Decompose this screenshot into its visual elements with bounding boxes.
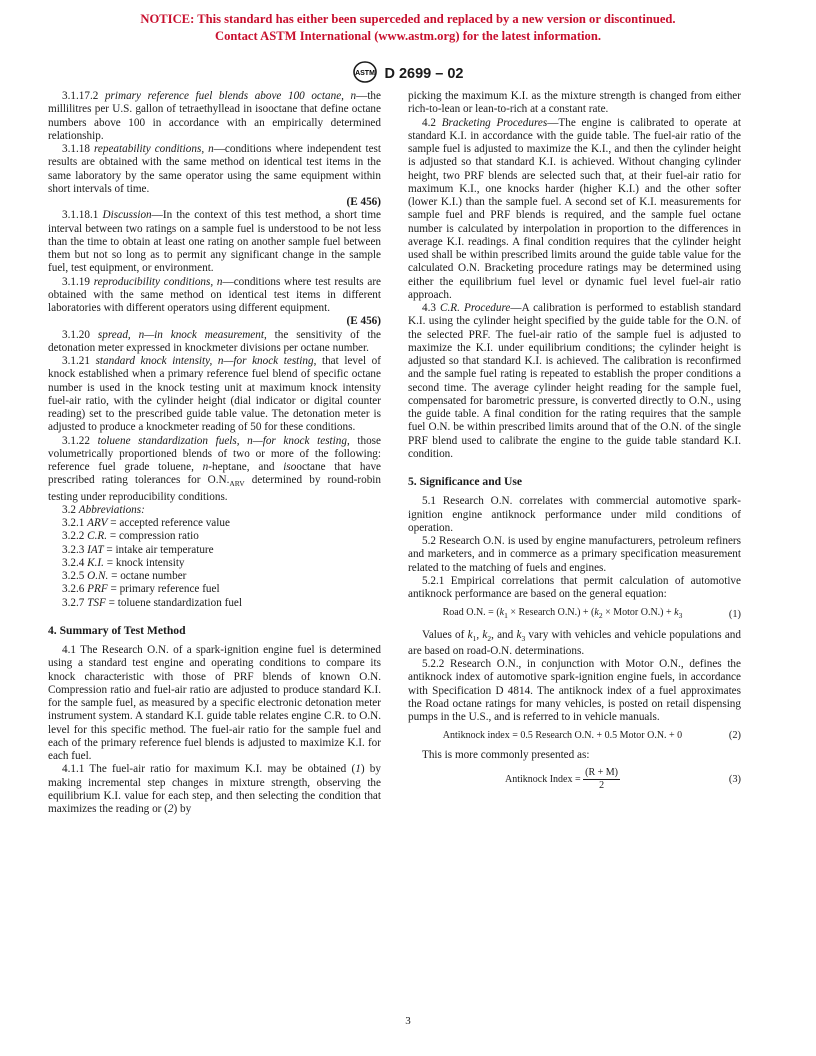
para-3-1-19: 3.1.19 reproducibility conditions, n—conditions where test results are obtained with the same method on identical test items in different laboratories with different operators using different equipment. (48, 275, 382, 314)
abbreviation-list (48, 517, 381, 610)
para-5-1: 5.1 Research O.N. correlates with commercial automotive spark-ignition engine antiknock performance under mild conditions of operation. (408, 495, 741, 534)
para-3-1-17-2: 3.1.17.2 primary reference fuel blends above 100 octane, n—the millilitres per U.S. gallon of tetraethyllead in isooctane that define octane numbers above 100 in accordance with an empirically determined relationship. (48, 90, 381, 142)
designation: D 2699 – 02 (384, 66, 464, 82)
notice-line-2: Contact ASTM International (www.astm.org) for the latest information. (215, 29, 601, 43)
equation-number: (2) (728, 730, 741, 742)
para-5-2-1: 5.2.1 Empirical correlations that permit calculation of automotive antiknock performance are based on the general equation: (408, 574, 741, 600)
para-values: Values of $k_1$, $k_2$, and $k_3$ vary with vehicles and vehicle populations and are based on road-O.N. determinations. (408, 628, 741, 657)
equation-1: Road O.N. = ($k_1$ × Research $O.N.) + (k_2$ × Motor $O.N.) + k_3$ (1) (442, 607, 741, 621)
document-header (0, 60, 816, 84)
equation-2: Antiknock index = 0.5 Research O.N. + 0.5 Motor O.N. + 0 (2) (442, 730, 741, 742)
para-4-2: 4.2 Bracketing Procedures—The engine is calibrated to operate at standard K.I. in accordance with the guide table. The fuel-air ratio of the sample fuel is adjusted to maximize the K.I., and then the cylinder height is adjusted so that standard K.I. is achieved. Without changing cylinder height, two PRF blends are selected such that, at their fuel-air ratio for maximum K.I., one knocks harder (higher K.I.) and the other softer (lower K.I.) than the sample fuel. A second set of K.I. measurements for sample fuel and PRF blends is required, and the sample fuel octane number is calculated by interpolation in proportion to the differences in average K.I. readings. A final condition requires that the cylinder height used shall be within prescribed limits around the guide table value for the calculated O.N. Bracketing procedure ratings may be determined using either the equilibrium fuel level or dynamic fuel level fuel-air ratio approach. (408, 116, 741, 301)
page-number: 3 (405, 1015, 411, 1027)
list-item: 3.2.7 TSF = toluene standardization fuel (62, 596, 242, 609)
list-item: 3.2.2 C.R. = compression ratio (62, 530, 199, 543)
list-item: 3.2.3 IAT = intake air temperature (62, 543, 214, 556)
astm-logo-icon (352, 60, 378, 84)
ref-e456: (E 456) (346, 196, 381, 208)
para-common: This is more commonly presented as: (422, 748, 590, 761)
left-column (48, 90, 381, 816)
list-item: 3.2.6 PRF = primary reference fuel (62, 583, 220, 596)
logo-text: ASTM (355, 70, 376, 77)
para-5-2-2: 5.2.2 Research O.N., in conjunction with Motor O.N., defines the antiknock index of automotive spark-ignition engine fuels, in accordance with Specification D 4814. The antiknock index of a fuel approximates the Road octane ratings for many vehicles, is posted on retail dispensing pumps in the U.S., and is referred to in vehicle manuals. (408, 658, 741, 724)
list-item: 3.2.1 ARV = accepted reference value (62, 517, 230, 530)
para-4-1: 4.1 The Research O.N. of a spark-ignition engine fuel is determined using a standard test engine and operating conditions to compare its knock characteristic with those of PRF blends of known O.N. Compression ratio and fuel-air ratio are adjusted to produce standard K.I. for the sample fuel, as measured by a specific electronic detonation meter instrument system. A standard K.I. guide table relates engine C.R. to O.N. level for this specific method. The fuel-air ratio for the sample fuel and each of the primary reference fuel blends is adjusted to maximize K.I. for each fuel. (48, 644, 381, 763)
para-3-1-20: 3.1.20 spread, n—in knock measurement, the sensitivity of the detonation meter expressed in knockmeter divisions per octane number. (48, 328, 382, 354)
para-3-1-21: 3.1.21 standard knock intensity, n—for knock testing, that level of knock established when a primary reference fuel blend of specific octane number is used in the knock testing unit at maximum knock intensity fuel-air ratio, with the cylinder height (dial indicator or digital counter reading) set to the prescribed guide table value. The detonation meter is adjusted to produce a knockmeter reading of 50 for these conditions. (48, 355, 381, 434)
equation-number: (3) (728, 773, 741, 785)
section-heading-5: 5. Significance and Use (408, 475, 523, 488)
para-4-3: 4.3 C.R. Procedure—A calibration is performed to establish standard K.I. using the cylinder height specified by the guide table for the O.N. of the selected PRF. The fuel-air ratio of the sample fuel is adjusted to maximize the K.I. under equilibrium conditions; the cylinder height is adjusted so that standard K.I. is achieved. The calibration is reconfirmed and the sample fuel rating is repeated to establish the proper conditions a second time. The average cylinder height reading for the sample fuel, compensated for barometric pressure, is converted directly to O.N., using the guide table. A final condition for the rating requires that the sample fuel O.N. be within prescribed limits around that of the O.N. of the single PRF blend used to calibrate the engine to the guide table standard K.I. condition. (408, 302, 742, 460)
right-column (408, 90, 741, 798)
ref-e456-2: (E 456) (346, 315, 381, 328)
notice-banner (0, 11, 816, 45)
list-item: 3.2.5 O.N. = octane number (62, 570, 187, 583)
para-3-2: 3.2 Abbreviations: (62, 503, 145, 516)
equation-number: (1) (728, 608, 741, 620)
para-continued: picking the maximum K.I. as the mixture strength is changed from either rich-to-lean or lean-to-rich at a constant rate. (408, 90, 741, 116)
para-5-2: 5.2 Research O.N. is used by engine manufacturers, petroleum refiners and marketers, and in commerce as a primary specification measurement related to the matching of fuels and engines. (408, 535, 741, 574)
para-3-1-22: 3.1.22 toluene standardization fuels, n—for knock testing, those volumetrically proportioned blends of two or more of the following: reference fuel grade toluene, n-heptane, and isooctane that have prescribed rating tolerances for $O.N._{ARV}$ determined by round-robin testing under reproducibility conditions. (48, 434, 382, 503)
para-4-1-1: 4.1.1 The fuel-air ratio for maximum K.I. may be obtained (1) by making incremental step changes in mixture strength, observing the equilibrium K.I. value for each step, and then selecting the condition that maximizes the reading or (2) by (48, 763, 381, 816)
notice-line-1: NOTICE: This standard has either been superceded and replaced by a new version or discontinued. (140, 12, 676, 26)
section-heading-4: 4. Summary of Test Method (48, 623, 186, 637)
para-3-1-18-1: 3.1.18.1 Discussion—In the context of this test method, a short time interval between two ratings on a sample fuel is understood to be not less than the time to obtain at least one rating on another sample fuel between them but not so long as to permit any significant change in the sample fuel, test equipment, or environment. (48, 209, 382, 275)
fraction: $\frac{(R + M)}{2}$ (585, 766, 618, 791)
para-3-1-18: 3.1.18 repeatability conditions, n—conditions where independent test results are obtained with the same method on identical test items in the same laboratory by the same operator using the same equipment within short intervals of time. (48, 143, 382, 195)
equation-3: Antiknock Index = $\frac{(R + M)}{2}$ (3) (505, 766, 741, 791)
list-item: 3.2.4 K.I. = knock intensity (62, 556, 185, 569)
